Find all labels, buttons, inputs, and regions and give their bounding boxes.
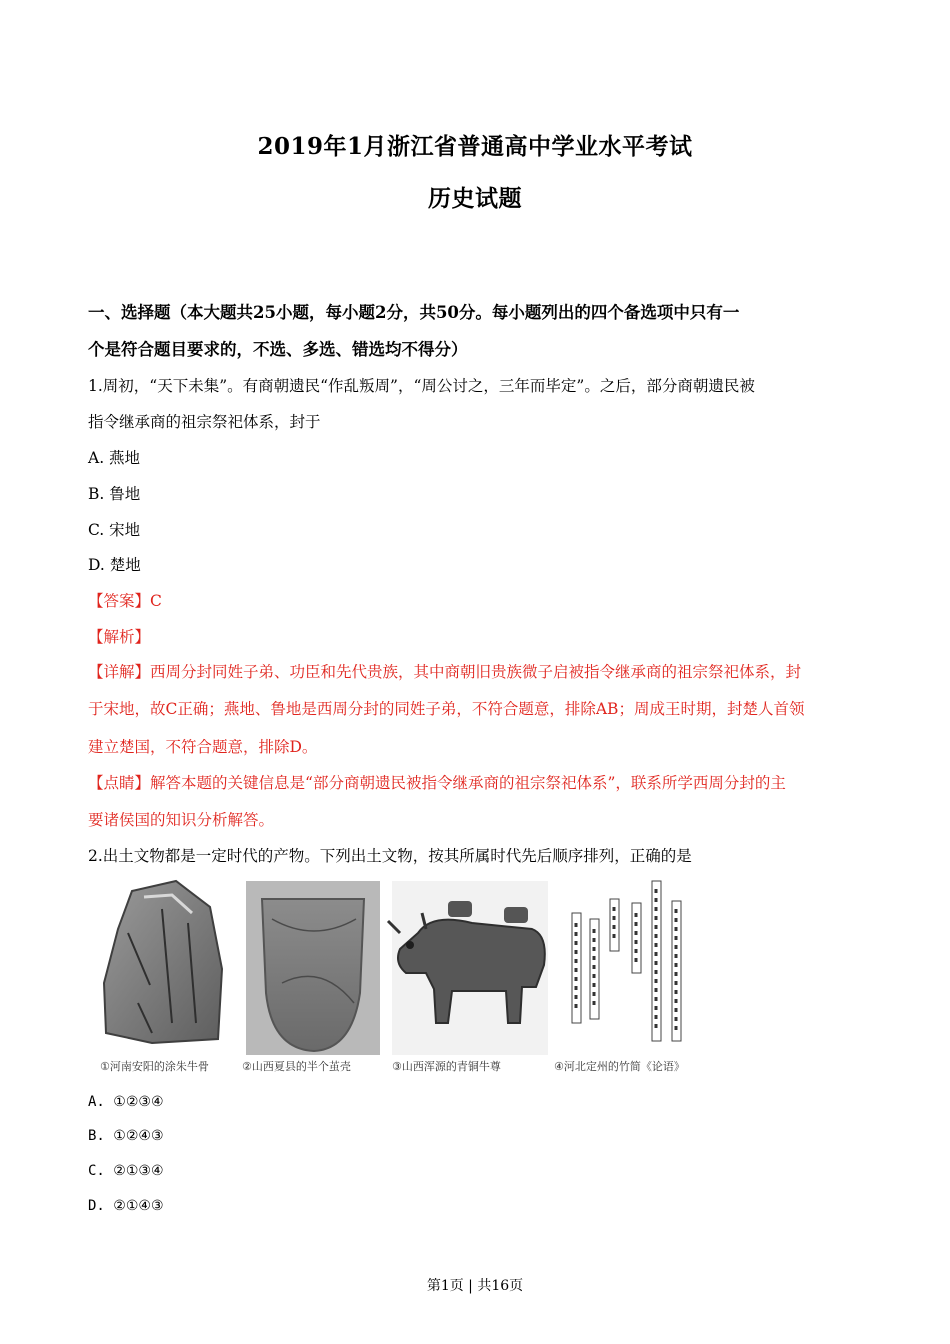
q1-analysis-tag: 【解析】 (88, 628, 151, 646)
caption-4: ④河北定州的竹简《论语》 (554, 1060, 685, 1073)
q1-detail-line1 (88, 660, 801, 682)
q1-option-d: D. 楚地 (88, 556, 141, 574)
page-title: 2019年1月浙江省普通高中学业水平考试 (257, 133, 693, 160)
q1-option-b: B. 鲁地 (88, 485, 141, 503)
q1-point-line2: 要诸侯国的知识分析解答。 (88, 811, 275, 829)
answer-tag: 【答案】 (88, 592, 151, 610)
q1-stem-line2: 指令继承商的祖宗祭祀体系，封于 (88, 413, 321, 431)
section-heading-line1: 一、选择题（本大题共25小题，每小题2分，共50分。每小题列出的四个备选项中只有一 (88, 303, 740, 322)
q2-stem: 2.出土文物都是一定时代的产物。下列出土文物，按其所属时代先后顺序排列，正确的是 (88, 847, 692, 865)
q1-stem-line1: 1.周初，“天下未集”。有商朝遗民“作乱叛周”，“周公讨之，三年而毕定”。之后，部分商朝遗民被 (88, 377, 755, 395)
q2-option-c: C. ②①③④ (88, 1163, 164, 1179)
page-footer: 第1页 | 共16页 (426, 1278, 524, 1294)
caption-1: ①河南安阳的涂朱牛骨 (100, 1060, 209, 1073)
q1-answer (88, 589, 162, 611)
detail-tag: 【详解】 (88, 663, 151, 681)
bamboo-slips-image (562, 881, 698, 1055)
artifacts-figure (92, 873, 704, 1077)
silk-cocoon-image (246, 881, 380, 1055)
q2-option-b: B. ①②④③ (88, 1128, 164, 1144)
q1-option-a: A. 燕地 (88, 449, 141, 467)
answer-value: C (150, 592, 162, 610)
oracle-bone-image (104, 881, 222, 1043)
q1-option-c: C. 宋地 (88, 521, 141, 539)
q1-point-line1 (88, 771, 786, 793)
section-heading-line2: 个是符合题目要求的，不选、多选、错选均不得分） (88, 340, 468, 359)
q2-option-d: D. ②①④③ (88, 1198, 164, 1214)
caption-2: ②山西夏县的半个茧壳 (242, 1060, 351, 1073)
bronze-ox-zun-image (388, 881, 548, 1055)
q2-option-a: A. ①②③④ (88, 1094, 164, 1110)
point-tag: 【点睛】 (88, 774, 151, 792)
q1-detail-line2: 于宋地，故C正确；燕地、鲁地是西周分封的同姓子弟，不符合题意，排除AB；周成王时期，封楚人首领 (88, 700, 805, 718)
caption-3: ③山西浑源的青铜牛尊 (392, 1060, 501, 1073)
q1-detail-line3: 建立楚国，不符合题意，排除D。 (88, 738, 318, 756)
point-text: 解答本题的关键信息是“部分商朝遗民被指令继承商的祖宗祭祀体系”，联系所学西周分封的主 (150, 774, 786, 792)
page-subtitle: 历史试题 (428, 185, 522, 212)
detail-text: 西周分封同姓子弟、功臣和先代贵族，其中商朝旧贵族微子启被指令继承商的祖宗祭祀体系，封 (150, 663, 802, 681)
